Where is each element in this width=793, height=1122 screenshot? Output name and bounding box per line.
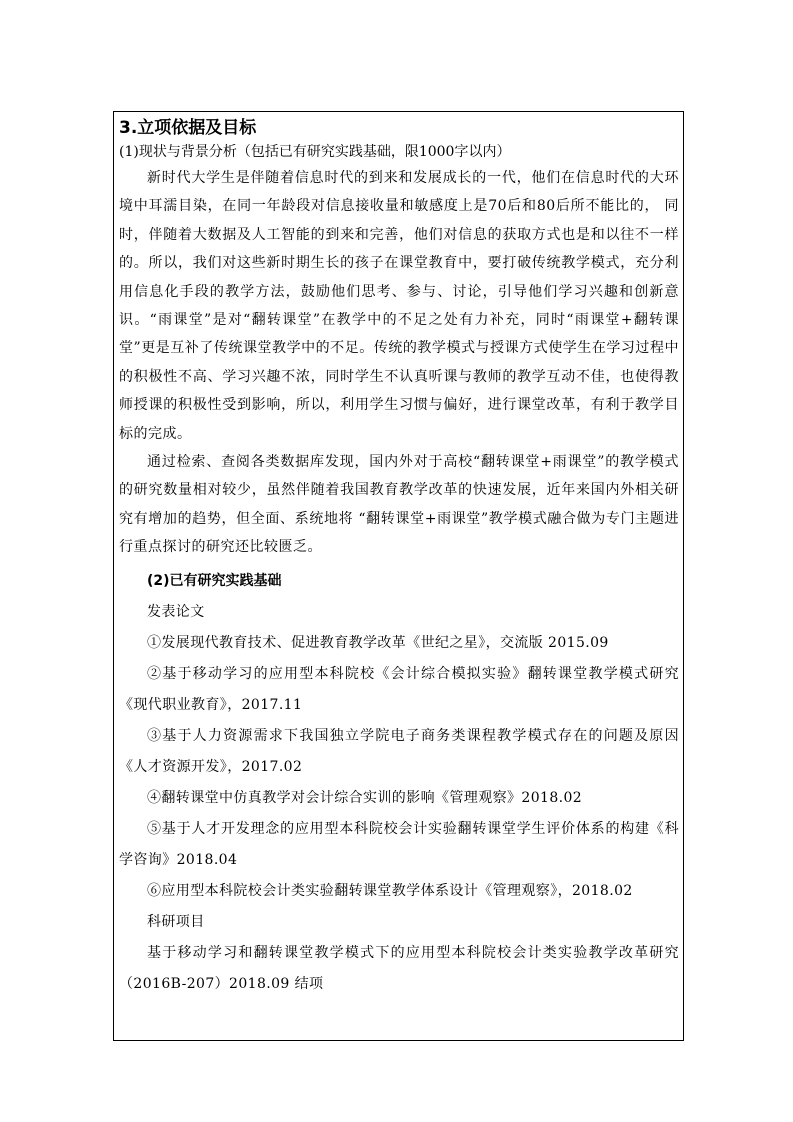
section-title: 3.立项依据及目标: [119, 118, 257, 138]
paper-item: ②基于移动学习的应用型本科院校《会计综合模拟实验》翻转课堂教学模式研究《现代职业教育》，2017.11: [119, 665, 679, 713]
paper-item: ⑤基于人才开发理念的应用型本科院校会计实验翻转课堂学生评价体系的构建《科学咨询》2018.04: [119, 820, 679, 868]
paper-item: ③基于人力资源需求下我国独立学院电子商务类课程教学模式存在的问题及原因《人才资源开发》，2017.02: [119, 727, 679, 775]
research-foundation-heading: (2)已有研究实践基础: [147, 572, 282, 589]
paper-item: ⑥应用型本科院校会计类实验翻转课堂教学体系设计《管理观察》，2018.02: [147, 882, 633, 899]
papers-label: 发表论文: [147, 603, 205, 620]
paper-item: ①发展现代教育技术、促进教育教学改革《世纪之星》，交流版 2015.09: [147, 634, 609, 651]
background-analysis-heading: (1)现状与背景分析（包括已有研究实践基础，限1000字以内）: [119, 144, 511, 160]
project-item: 基于移动学习和翻转课堂教学模式下的应用型本科院校会计类实验教学改革研究（2016B-207）2018.09 结项: [119, 944, 679, 992]
projects-label: 科研项目: [147, 913, 205, 930]
background-paragraph: 通过检索、查阅各类数据库发现，国内外对于高校“翻转课堂+雨课堂”的教学模式的研究数量相对较少，虽然伴随着我国教育教学改革的快速发展，近年来国内外相关研究有增加的趋势，但全面、系统地将 “翻转课堂+雨课堂”教学模式融合做为专门主题进行重点探讨的研究还比较匮乏。: [119, 454, 679, 556]
background-paragraph: 新时代大学生是伴随着信息时代的到来和发展成长的一代，他们在信息时代的大环境中耳濡目染，在同一年龄段对信息接收量和敏感度上是70后和80后所不能比的， 同时，伴随着大数据及人工智能的到来和完善，他们对信息的获取方式也是和以往不一样的。所以，我们对这些新时期生长的孩子在课堂教育中，要打破传统教学模式，充分利用信息化手段的教学方法，鼓励他们思考、参与、讨论，引导他们学习兴趣和创新意识。“雨课堂”是对“翻转课堂”在教学中的不足之处有力补充，同时“雨课堂+翻转课堂”更是互补了传统课堂教学中的不足。传统的教学模式与授课方式使学生在学习过程中的积极性不高、学习兴趣不浓，同时学生不认真听课与教师的教学互动不佳，也使得教师授课的积极性受到影响，所以，利用学生习惯与偏好，进行课堂改革，有利于教学目标的完成。: [119, 170, 679, 442]
form-table-cell: [113, 111, 684, 1041]
paper-item: ④翻转课堂中仿真教学对会计综合实训的影响《管理观察》2018.02: [147, 789, 583, 806]
